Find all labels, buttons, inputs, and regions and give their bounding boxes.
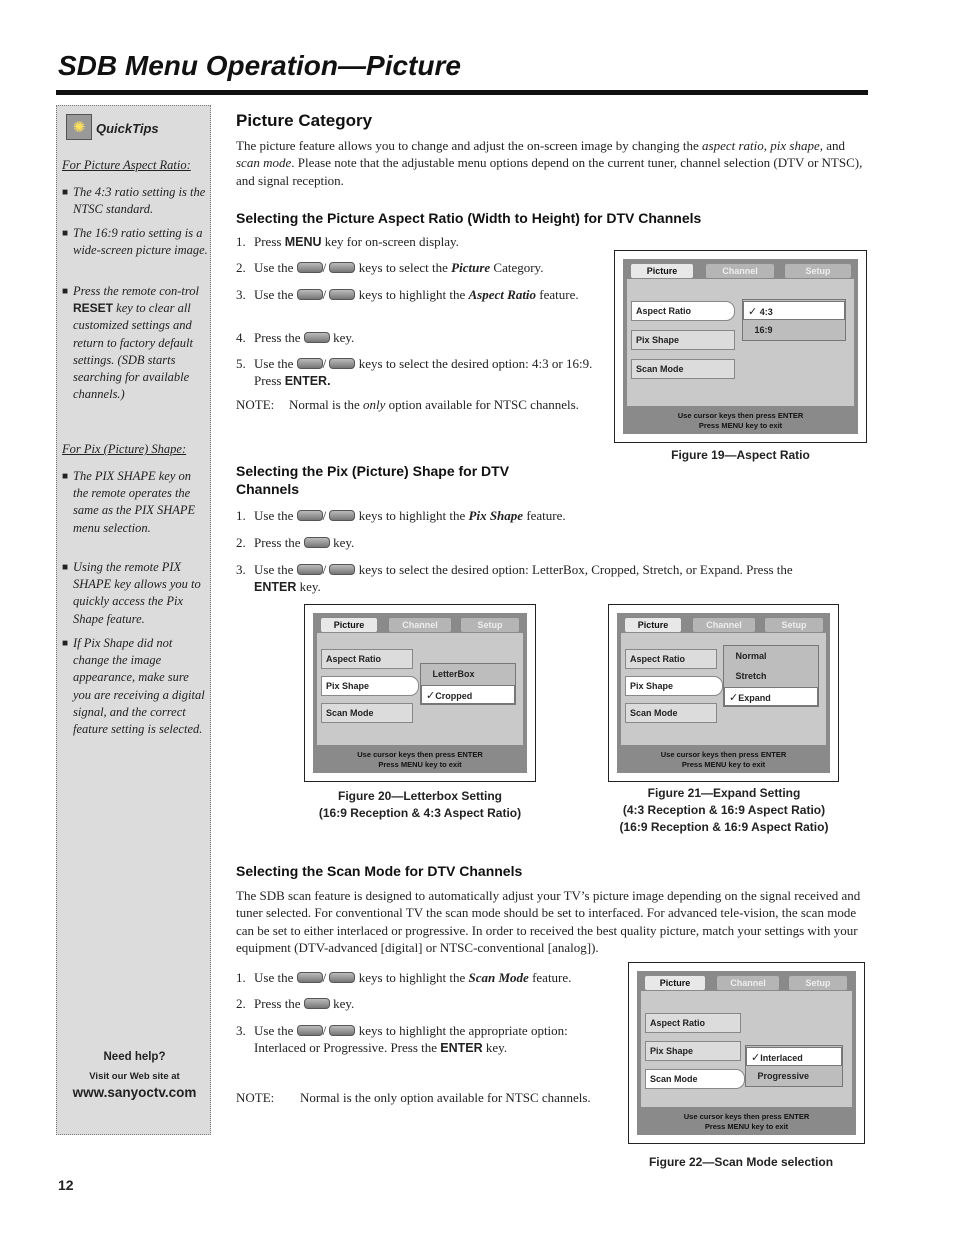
scan-note-text: Normal is the only option available for NTSC channels. xyxy=(300,1090,591,1105)
aspect-step-1: 1. Press MENU key for on-screen display. xyxy=(236,234,459,249)
scan-mode-intro: The SDB scan feature is designed to automatically adjust your TV’s picture image depending on the signal received and tuner selected. For conventional TV the scan mode should be set to interfaced. For advanced tele-vision, the scan mode can be set to either interlaced or progressive. In order to received the best quality picture, match your settings with your equipment (DTV-advanced [digital] or NTSC-conventional [analog]). xyxy=(236,888,861,955)
figure-20-letterbox xyxy=(304,604,536,782)
quicktips-label: QuickTips xyxy=(96,121,159,136)
menu-item-aspect-ratio: Aspect Ratio xyxy=(631,301,735,321)
picture-category-heading: Picture Category xyxy=(236,111,373,130)
tab-channel: Channel xyxy=(389,618,451,632)
pix-shape-options xyxy=(420,663,516,705)
arrow-keys-icon xyxy=(297,564,323,575)
menu-item-scan-mode: Scan Mode xyxy=(645,1069,745,1089)
visit-text: Visit our Web site at xyxy=(89,1071,180,1082)
option-selected: ✓Expand xyxy=(724,687,818,706)
figure-21-caption: Figure 21—Expand Setting (4:3 Reception & 16:9 Aspect Ratio) (16:9 Reception & 16:9 Aspect Ratio) xyxy=(619,786,829,834)
pix-step-3: 3. Use the / keys to select the desired option: LetterBox, Cropped, Stretch, or Expand. Press the ENTER key. xyxy=(236,562,793,595)
menu-item-pix-shape: Pix Shape xyxy=(645,1041,741,1061)
option: Normal xyxy=(735,651,767,661)
arrow-keys-icon xyxy=(297,1025,323,1036)
aspect-note-label: NOTE: xyxy=(236,397,275,412)
aspect-step-2: 2. Use the / keys to select the Picture Category. xyxy=(236,260,544,275)
arrow-keys-icon xyxy=(329,972,355,983)
menu-item-pix-shape: Pix Shape xyxy=(321,676,419,696)
arrow-keys-icon xyxy=(329,564,355,575)
tab-channel: Channel xyxy=(693,618,755,632)
arrow-keys-icon xyxy=(329,262,355,273)
picture-category-intro: The picture feature allows you to change and adjust the on-screen image by changing the aspect ratio, pix shape, and scan mode. Please note that the adjustable menu options depend on the current tuner, channel selection (DTV or NTSC), and signal reception. xyxy=(236,138,863,188)
arrow-keys-icon xyxy=(329,510,355,521)
enter-key-icon xyxy=(304,332,330,343)
aspect-step-5: 5. Use the / keys to select the desired option: 4:3 or 16:9. Press ENTER. xyxy=(236,356,593,389)
tab-picture: Picture xyxy=(645,976,705,990)
website-link[interactable]: www.sanyoctv.com xyxy=(72,1085,197,1100)
tip-item-reset: ■ Press the remote con-trol RESET key to clear all customized settings and return to factory default settings. (SDB starts searching for available channels.) xyxy=(62,284,200,402)
menu-footer: Use cursor keys then press ENTER Press MENU key to exit xyxy=(660,750,787,769)
arrow-keys-icon xyxy=(297,972,323,983)
menu-item-pix-shape: Pix Shape xyxy=(625,676,723,696)
menu-item-scan-mode: Scan Mode xyxy=(625,703,717,723)
menu-item-scan-mode: Scan Mode xyxy=(321,703,413,723)
figure-19-aspect-ratio xyxy=(614,250,867,443)
tab-picture: Picture xyxy=(631,264,693,278)
arrow-keys-icon xyxy=(297,358,323,369)
tab-channel: Channel xyxy=(706,264,774,278)
menu-item-aspect-ratio: Aspect Ratio xyxy=(625,649,717,669)
figure-22-scan-mode xyxy=(628,962,865,1144)
aspect-tips-heading: For Picture Aspect Ratio: xyxy=(62,158,191,172)
tab-picture: Picture xyxy=(625,618,681,632)
menu-item-pix-shape: Pix Shape xyxy=(631,330,735,350)
enter-key-icon xyxy=(304,998,330,1009)
pix-shape-options xyxy=(723,645,819,707)
pix-step-2: 2. Press the key. xyxy=(236,535,355,550)
menu-footer: Use cursor keys then press ENTER Press MENU key to exit xyxy=(357,750,483,769)
title-rule xyxy=(56,90,868,95)
tab-setup: Setup xyxy=(765,618,823,632)
scan-step-2: 2. Press the key. xyxy=(236,996,355,1011)
tip-item: ■ The 16:9 ratio setting is a wide-screen picture image. xyxy=(62,226,208,258)
option-selected: ✓Interlaced xyxy=(746,1047,842,1066)
menu-item-aspect-ratio: Aspect Ratio xyxy=(321,649,413,669)
page-title: SDB Menu Operation—Picture xyxy=(58,50,461,81)
tab-picture: Picture xyxy=(321,618,377,632)
arrow-keys-icon xyxy=(297,289,323,300)
scan-step-1: 1. Use the / keys to highlight the Scan Mode feature. xyxy=(236,970,572,985)
need-help-heading: Need help? xyxy=(103,1051,166,1063)
scan-mode-heading: Selecting the Scan Mode for DTV Channels xyxy=(236,863,523,879)
menu-footer: Use cursor keys then press ENTER Press MENU key to exit xyxy=(677,411,804,430)
tip-item: ■ The 4:3 ratio setting is the NTSC standard. xyxy=(62,185,206,217)
scan-mode-options xyxy=(745,1045,843,1087)
figure-19-caption: Figure 19—Aspect Ratio xyxy=(671,448,810,462)
page-number: 12 xyxy=(58,1177,74,1193)
quicktips-sidebar xyxy=(56,105,211,1135)
arrow-keys-icon xyxy=(329,1025,355,1036)
menu-item-scan-mode: Scan Mode xyxy=(631,359,735,379)
figure-20-caption: Figure 20—Letterbox Setting (16:9 Reception & 4:3 Aspect Ratio) xyxy=(318,789,522,820)
pix-tips-heading: For Pix (Picture) Shape: xyxy=(62,442,187,456)
option: Stretch xyxy=(735,671,767,681)
tip-item: ■ If Pix Shape did not change the image appearance, make sure you are receiving a digital signal, and the correct feature setting is selected. xyxy=(62,636,205,737)
aspect-step-4: 4. Press the key. xyxy=(236,330,355,345)
scan-step-3: 3. Use the / keys to highlight the appropriate option: Interlaced or Progressive. Press the ENTER key. xyxy=(236,1023,568,1056)
pix-step-1: 1. Use the / keys to highlight the Pix Shape feature. xyxy=(236,508,566,523)
option-selected: ✓ 4:3 xyxy=(743,301,845,320)
arrow-keys-icon xyxy=(329,358,355,369)
figure-21-expand xyxy=(608,604,839,782)
tab-setup: Setup xyxy=(789,976,847,990)
tip-item: ■ The PIX SHAPE key on the remote operates the same as the PIX SHAPE menu selection. xyxy=(62,469,196,535)
menu-footer: Use cursor keys then press ENTER Press MENU key to exit xyxy=(683,1112,810,1131)
option-selected: ✓Cropped xyxy=(421,685,515,704)
tab-setup: Setup xyxy=(785,264,851,278)
arrow-keys-icon xyxy=(329,289,355,300)
option: Progressive xyxy=(757,1071,810,1081)
arrow-keys-icon xyxy=(297,262,323,273)
figure-22-caption: Figure 22—Scan Mode selection xyxy=(648,1155,834,1169)
aspect-ratio-heading: Selecting the Picture Aspect Ratio (Width to Height) for DTV Channels xyxy=(236,210,702,226)
tab-setup: Setup xyxy=(461,618,519,632)
aspect-step-3: 3. Use the / keys to highlight the Aspect Ratio feature. xyxy=(236,287,579,302)
option: LetterBox xyxy=(432,669,475,679)
enter-key-icon xyxy=(304,537,330,548)
aspect-note-text: Normal is the only option available for NTSC channels. xyxy=(289,397,579,412)
tab-channel: Channel xyxy=(717,976,779,990)
menu-item-aspect-ratio: Aspect Ratio xyxy=(645,1013,741,1033)
scan-note-label: NOTE: xyxy=(236,1090,275,1105)
lightbulb-icon: ✺ xyxy=(66,114,92,140)
arrow-keys-icon xyxy=(297,510,323,521)
aspect-options xyxy=(742,299,846,341)
tip-item: ■ Using the remote PIX SHAPE key allows you to quickly access the Pix Shape feature. xyxy=(62,560,201,626)
pix-shape-heading: Selecting the Pix (Picture) Shape for DTV Channels xyxy=(236,463,510,497)
option: 16:9 xyxy=(754,325,773,335)
